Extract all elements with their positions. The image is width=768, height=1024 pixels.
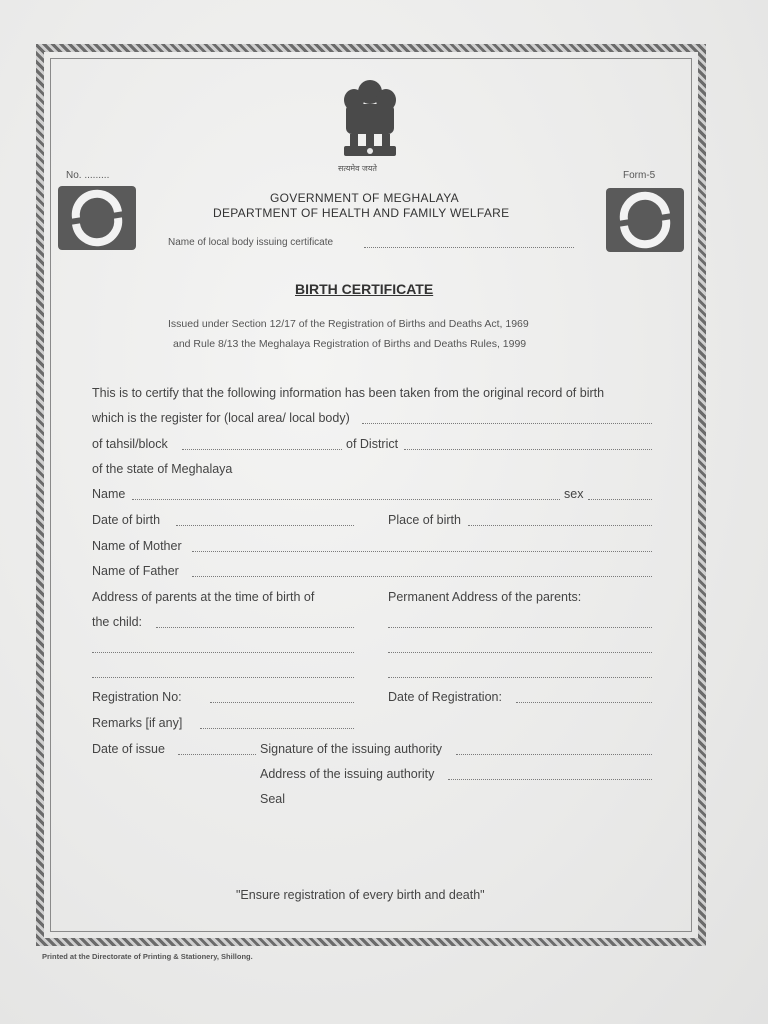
reg-date-field [516,702,652,703]
permanent-address-field-3 [388,677,652,678]
address-birth-label: Address of parents at the time of birth of [92,590,315,604]
permanent-address-field-2 [388,652,652,653]
signature-label: Signature of the issuing authority [260,742,443,756]
local-body-label: Name of local body issuing certificate [168,237,334,248]
certify-line-1: This is to certify that the following information has been taken from the original record of birth [92,386,605,400]
printer-note: Printed at the Directorate of Printing & Stationery, Shillong. [42,952,253,961]
certify-line-2: which is the register for (local area/ local body) [92,411,350,425]
auth-address-field [448,779,652,780]
auth-address-label: Address of the issuing authority [260,767,435,781]
district-field [404,449,652,450]
district-label: of District [346,437,399,451]
pob-field [468,525,652,526]
reg-no-label: Registration No: [92,690,182,704]
father-field [192,576,652,577]
sex-label: sex [564,487,584,501]
remarks-label: Remarks [if any] [92,716,183,730]
mother-field [192,551,652,552]
signature-field [456,754,652,755]
slogan: "Ensure registration of every birth and death" [236,888,485,902]
date-issue-label: Date of issue [92,742,165,756]
dob-field [176,525,354,526]
tahsil-label: of tahsil/block [92,437,168,451]
health-logo-icon [58,186,136,250]
address-birth-field-1 [156,627,354,628]
issued-line-2: and Rule 8/13 the Meghalaya Registration of Births and Deaths Rules, 1999 [173,338,527,350]
father-label: Name of Father [92,564,179,578]
name-label: Name [92,487,126,501]
reg-no-field [210,702,354,703]
department-name: DEPARTMENT OF HEALTH AND FAMILY WELFARE [213,206,510,220]
certificate-title: BIRTH CERTIFICATE [295,281,434,297]
permanent-address-field-1 [388,627,652,628]
address-birth-field-3 [92,677,354,678]
emblem-caption: सत्यमेव जयते [338,164,377,173]
health-logo-icon [606,188,684,252]
reg-date-label: Date of Registration: [388,690,502,704]
remarks-field [200,728,354,729]
permanent-address-label: Permanent Address of the parents: [388,590,582,604]
inner-border [50,58,692,932]
form-id: Form-5 [623,170,656,181]
sex-field [588,499,652,500]
pob-label: Place of birth [388,513,461,527]
address-birth-label-2: the child: [92,615,143,629]
health-logo-left [58,186,136,250]
address-birth-field-2 [92,652,354,653]
local-body-field [364,247,574,248]
tahsil-field [182,449,342,450]
date-issue-field [178,754,256,755]
health-logo-right [606,188,684,252]
seal-label: Seal [260,792,286,806]
local-area-field [362,423,652,424]
state-emblem-icon [332,74,408,174]
government-name: GOVERNMENT OF MEGHALAYA [270,191,459,205]
form-number: No. ......... [66,170,110,181]
mother-label: Name of Mother [92,539,182,553]
state-line: of the state of Meghalaya [92,462,233,476]
issued-line-1: Issued under Section 12/17 of the Registration of Births and Deaths Act, 1969 [168,318,529,330]
dob-label: Date of birth [92,513,161,527]
name-field [132,499,560,500]
